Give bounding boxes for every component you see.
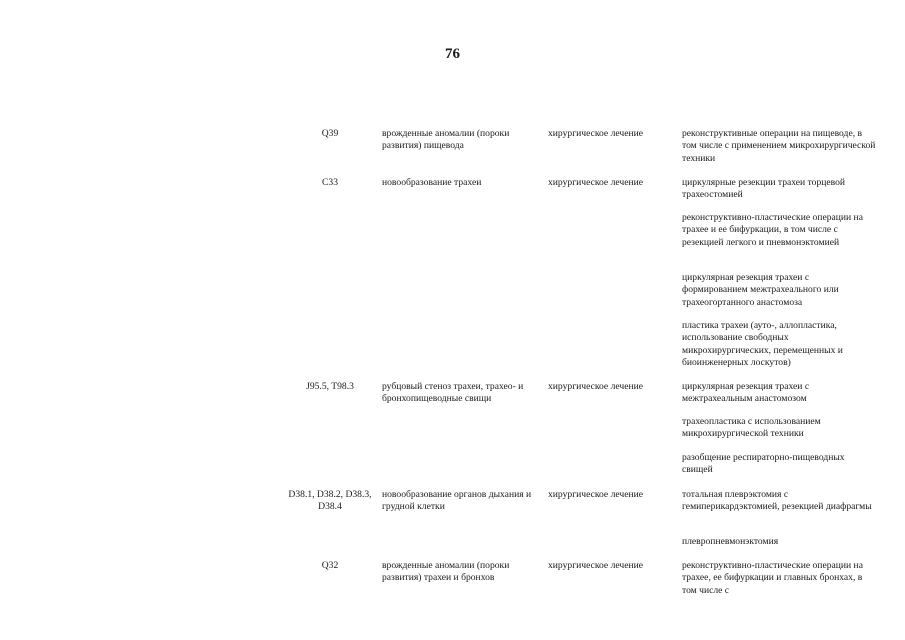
row-code: J95.5, T98.3 [306, 381, 354, 392]
row-diagnosis: новообразование трахеи [382, 177, 482, 188]
row-diagnosis: рубцовый стеноз трахеи, трахео- и бронхопищеводные свищи [382, 381, 524, 405]
row-method: циркулярные резекции трахеи торцевой трахеостомией [682, 177, 846, 201]
row-method: плевропневмонэктомия [682, 536, 779, 547]
row-diagnosis: новообразование органов дыхания и грудной клетки [382, 489, 532, 513]
row-method: разобщение респираторно-пищеводных свищей [682, 452, 845, 476]
row-treatment: хирургическое лечение [548, 489, 644, 500]
row-method: тотальная плеврэктомия с гемиперикардэктомией, резекцией диафрагмы [682, 489, 872, 513]
row-diagnosis: врожденные аномалии (пороки развития) трахеи и бронхов [382, 560, 510, 584]
row-treatment: хирургическое лечение [548, 128, 644, 139]
row-code: C33 [322, 177, 338, 188]
row-code: Q39 [321, 128, 339, 139]
row-code: Q32 [321, 560, 339, 571]
row-method: циркулярная резекция трахеи с межтрахеальным анастомозом [682, 381, 810, 405]
page-number: 76 [445, 46, 460, 62]
row-treatment: хирургическое лечение [548, 560, 644, 571]
row-method: пластика трахеи (ауто-, аллопластика, использование свободных микрохирургических, перемещенных и биоинженерных лоскутов) [682, 320, 843, 369]
row-method: реконструктивно-пластические операции на трахее, ее бифуркации и главных бронхах, в том числе с [682, 560, 863, 596]
row-method: трахеопластика с использованием микрохирургической техники [682, 416, 821, 440]
row-treatment: хирургическое лечение [548, 381, 644, 392]
row-treatment: хирургическое лечение [548, 177, 644, 188]
row-method: циркулярная резекция трахеи с формированием межтрахеального или трахеогортанного анастомоза [682, 272, 839, 308]
row-code: D38.1, D38.2, D38.3, D38.4 [288, 489, 372, 513]
row-diagnosis: врожденные аномалии (пороки развития) пищевода [382, 128, 510, 152]
row-method: реконструктивные операции на пищеводе, в том числе с применением микрохирургической техники [682, 128, 876, 164]
row-method: реконструктивно-пластические операции на трахее и ее бифуркации, в том числе с резекцией легкого и пневмонэктомией [682, 212, 863, 248]
